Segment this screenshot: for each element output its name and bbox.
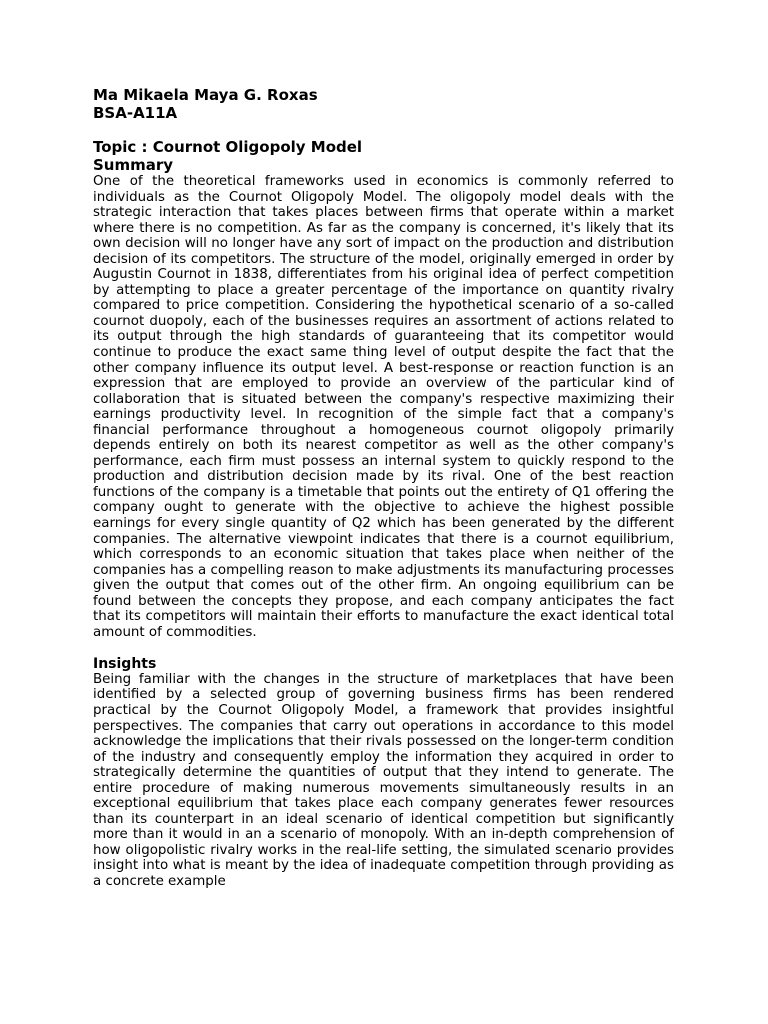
summary-heading: Summary bbox=[93, 156, 174, 174]
topic-title: Topic : Cournot Oligopoly Model bbox=[93, 138, 363, 156]
summary-paragraph: One of the theoretical frameworks used in economics is commonly referred to individuals as the Cournot Oligopoly Model. The oligopoly model deals with the strategic interaction that takes places between firms that operate within a market where there is no competition. As far as the company is concerned, it's likely that its own decision will no longer have any sort of impact on the production and distribution decision of its competitors. The structure of the model, originally emerged in order by Augustin Cournot in 1838, differentiates from his original idea of perfect competition by attempting to place a greater percentage of the importance on quantity rivalry compared to price competition. Considering the hypothetical scenario of a so-called cournot duopoly, each of the businesses requires an assortment of actions related to its output through the high standards of guaranteeing that its competitor would continue to produce the exact same thing level of output despite the fact that the other company influence its output level. A best-response or reaction function is an expression that are employed to provide an overview of the particular kind of collaboration that is situated between the company's respective maximizing their earnings productivity level. In recognition of the simple fact that a company's financial performance throughout a homogeneous cournot oligopoly primarily depends entirely on both its nearest competitor as well as the other company's performance, each firm must possess an internal system to quickly respond to the production and distribution decision made by its rival. One of the best reaction functions of the company is a timetable that points out the entirety of Q1 offering the company ought to generate with the objective to achieve the highest possible earnings for every single quantity of Q2 which has been generated by the different companies. The alternative viewpoint indicates that there is a cournot equilibrium, which corresponds to an economic situation that takes place when neither of the companies has a compelling reason to make adjustments its manufacturing processes given the output that comes out of the other firm. An ongoing equilibrium can be found between the concepts they propose, and each company anticipates the fact that its competitors will maintain their efforts to manufacture the exact identical total amount of commodities. bbox=[93, 174, 674, 640]
spacer bbox=[93, 122, 674, 138]
insights-paragraph: Being familiar with the changes in the structure of marketplaces that have been identified by a selected group of governing business firms has been rendered practical by the Cournot Oligopoly Model, a framework that provides insightful perspectives. The companies that carry out operations in accordance to this model acknowledge the implications that their rivals possessed on the longer-term condition of the industry and consequently employ the information they acquired in order to strategically determine the quantities of output that they intend to generate. The entire procedure of making numerous movements simultaneously results in an exceptional equilibrium that takes place each company generates fewer resources than its counterpart in an ideal scenario of identical competition but significantly more than it would in an a scenario of monopoly. With an in-depth comprehension of how oligopolistic rivalry works in the real-life setting, the simulated scenario provides insight into what is meant by the idea of inadequate competition through providing as a concrete example bbox=[93, 671, 674, 890]
insights-heading: Insights bbox=[93, 655, 157, 672]
spacer bbox=[93, 640, 674, 656]
author-name: Ma Mikaela Maya G. Roxas bbox=[93, 86, 318, 104]
document-page bbox=[93, 86, 674, 890]
author-section: BSA-A11A bbox=[93, 104, 178, 122]
